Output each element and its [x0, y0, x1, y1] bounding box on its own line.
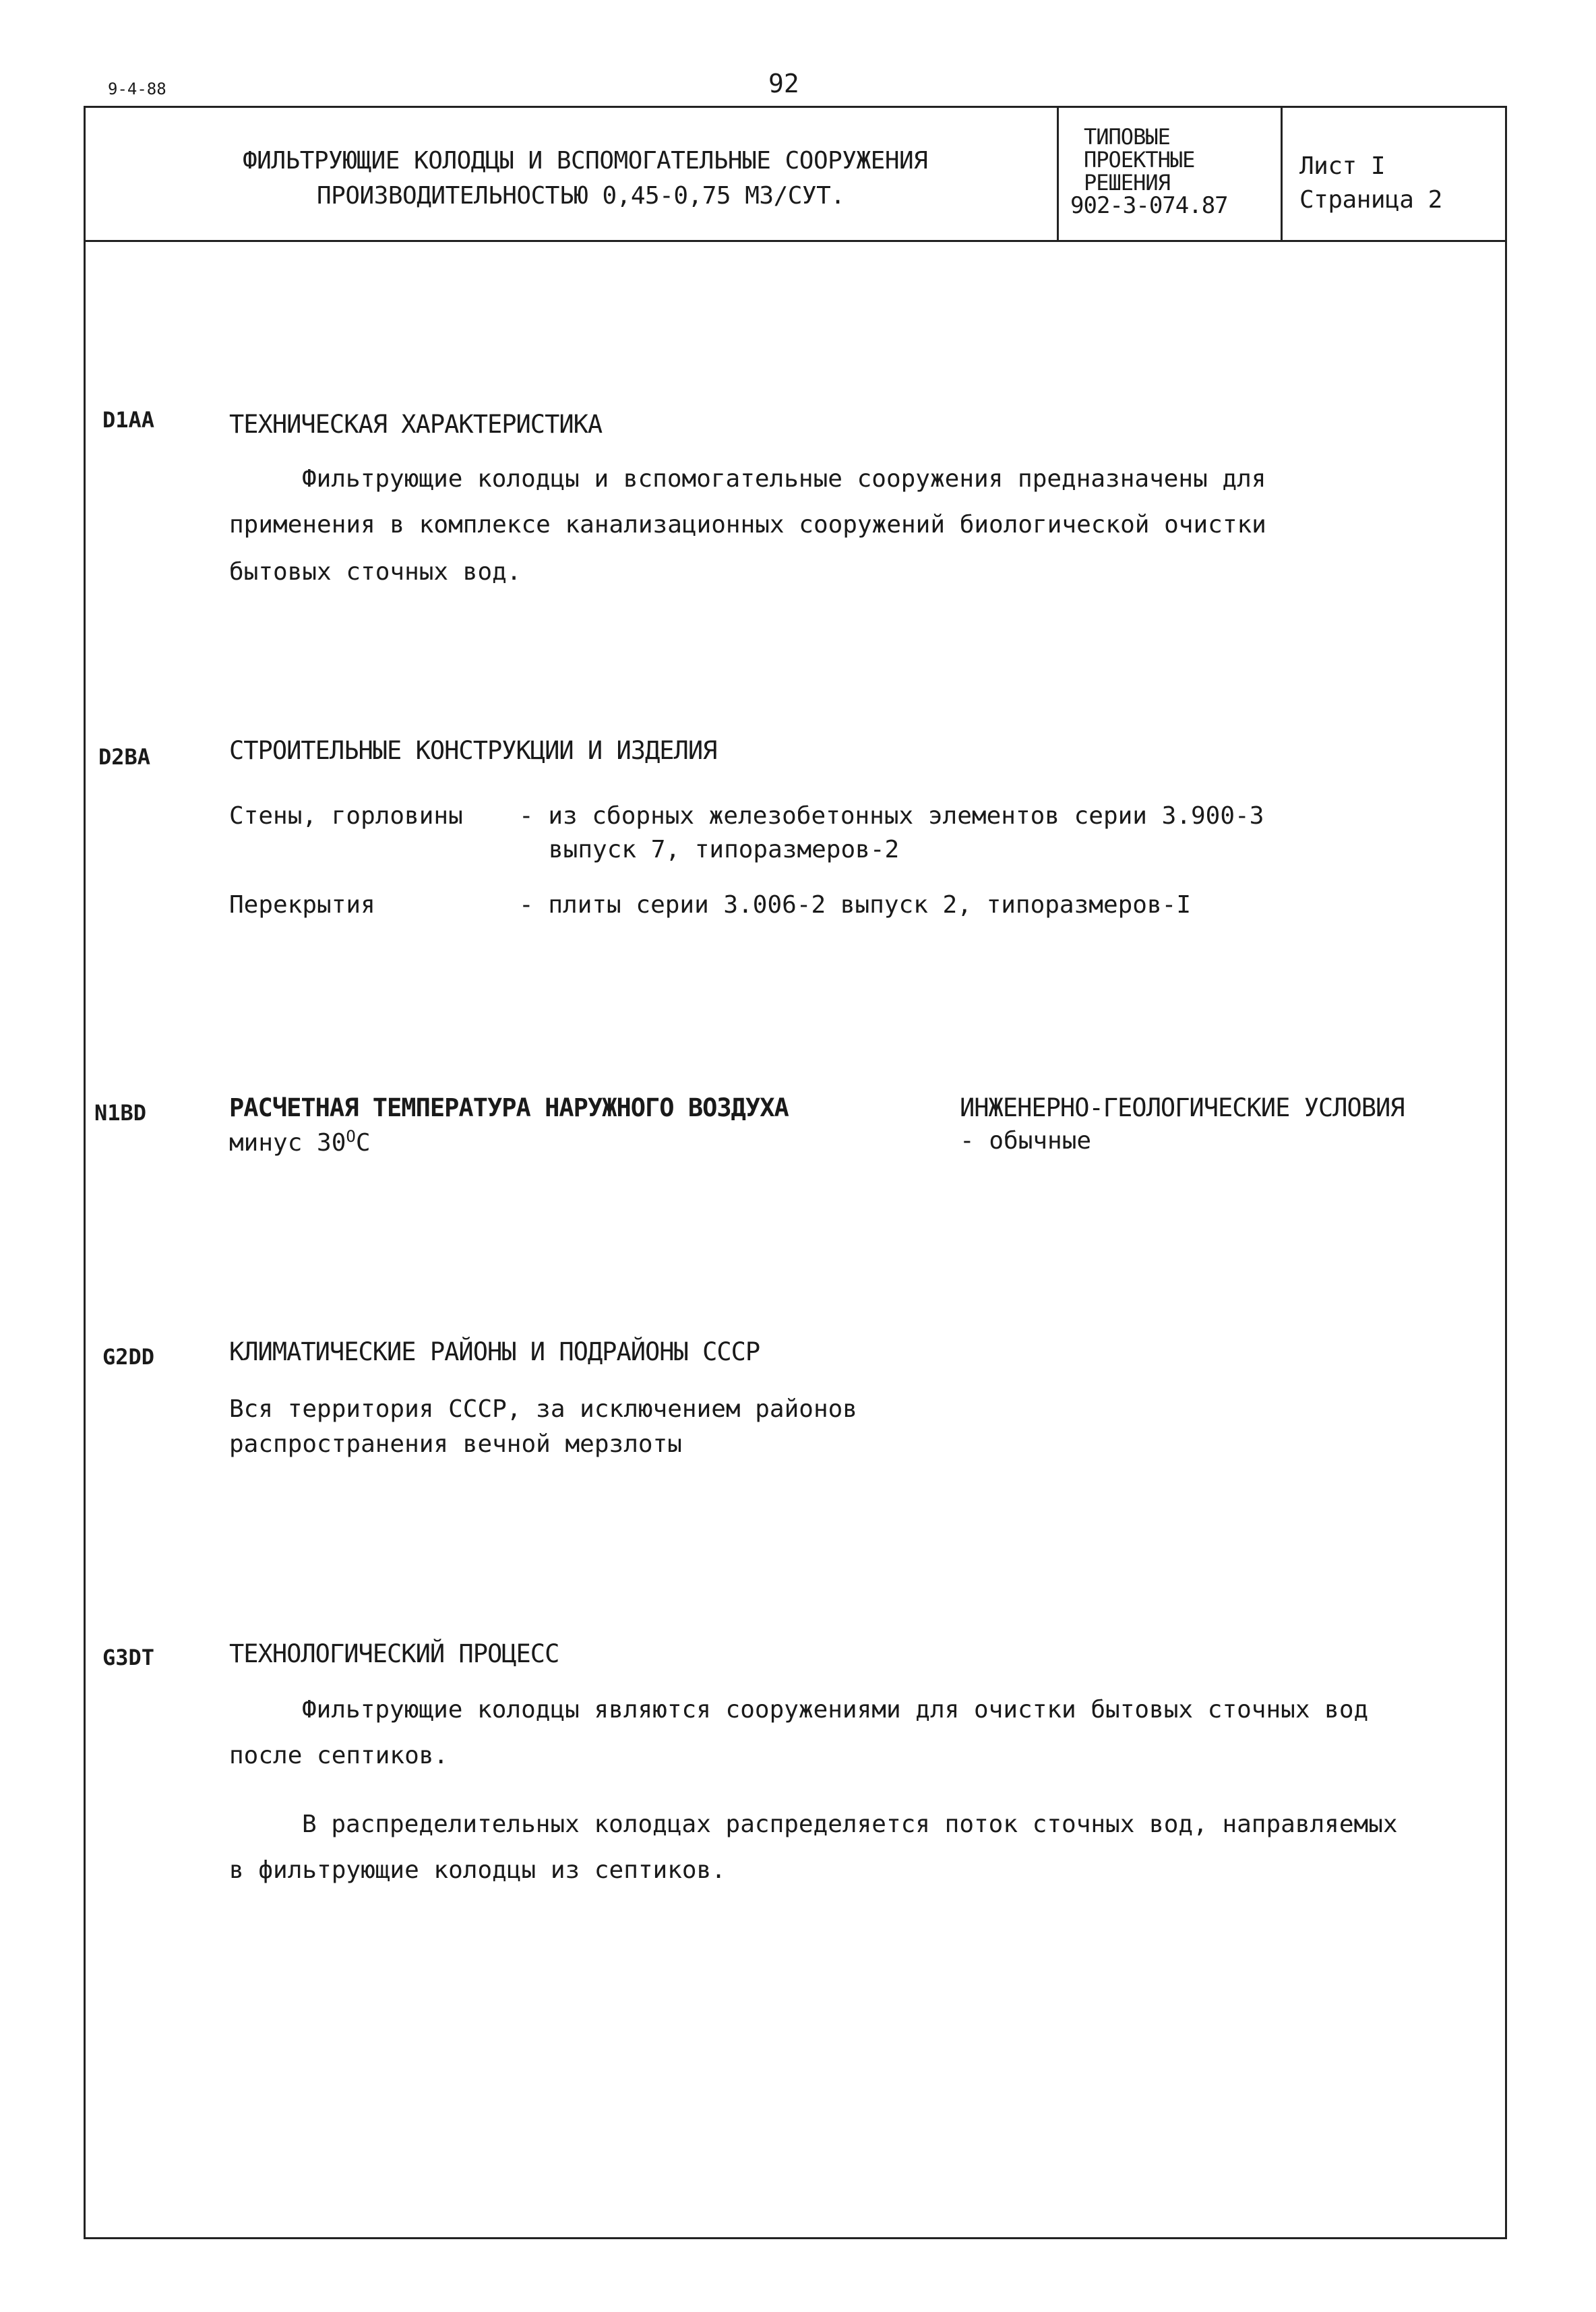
technical-text-line-3: бытовых сточных вод. — [229, 558, 522, 586]
page-label: Страница 2 — [1299, 186, 1442, 214]
section-code-g3dt: G3DT — [102, 1645, 155, 1670]
technical-text-line-1: Фильтрующие колодцы и вспомогательные сооружения предназначены для — [302, 465, 1266, 493]
temperature-unit: С — [355, 1129, 371, 1157]
header-separator-2 — [1281, 106, 1283, 241]
temperature-value — [229, 1127, 371, 1157]
sheet-number: Лист I — [1299, 152, 1386, 180]
section-heading-technical: ТЕХНИЧЕСКАЯ ХАРАКТЕРИСТИКА — [229, 410, 603, 439]
section-code-g2dd: G2DD — [102, 1344, 155, 1370]
header-separator-1 — [1057, 106, 1059, 241]
section-code-n1bd: N1BD — [94, 1100, 147, 1126]
section-heading-temperature: РАСЧЕТНАЯ ТЕМПЕРАТУРА НАРУЖНОГО ВОЗДУХА — [229, 1093, 789, 1122]
ceilings-label: Перекрытия — [229, 891, 375, 919]
process-text-line-3: В распределительных колодцах распределяется поток сточных вод, направляемых — [302, 1811, 1398, 1838]
section-code-d1aa: D1AA — [102, 407, 155, 433]
section-heading-construction: СТРОИТЕЛЬНЫЕ КОНСТРУКЦИИ И ИЗДЕЛИЯ — [229, 736, 717, 765]
section-heading-process: ТЕХНОЛОГИЧЕСКИЙ ПРОЦЕСС — [229, 1639, 559, 1668]
section-code-d2ba: D2BA — [98, 744, 151, 770]
degree-sign: О — [346, 1127, 356, 1146]
technical-text-line-2: применения в комплексе канализационных сооружений биологической очистки — [229, 511, 1266, 539]
climate-text-line-1: Вся территория СССР, за исключением районов — [229, 1395, 857, 1423]
page-number: 92 — [768, 69, 799, 98]
temperature-number: минус 30 — [229, 1129, 346, 1157]
walls-value-line-1: - из сборных железобетонных элементов серии 3.900-3 — [519, 802, 1264, 830]
header-divider — [84, 240, 1507, 242]
series-code: 902-3-074.87 — [1070, 192, 1228, 219]
series-label-line-1: ТИПОВЫЕ — [1084, 124, 1170, 150]
climate-text-line-2: распространения вечной мерзлоты — [229, 1430, 682, 1458]
series-label-line-2: ПРОЕКТНЫЕ — [1084, 147, 1195, 173]
geology-heading: ИНЖЕНЕРНО-ГЕОЛОГИЧЕСКИЕ УСЛОВИЯ — [960, 1093, 1405, 1122]
ceilings-value: - плиты серии 3.006-2 выпуск 2, типоразмеров-I — [519, 891, 1191, 919]
walls-label: Стены, горловины — [229, 802, 463, 830]
geology-value: - обычные — [960, 1127, 1092, 1155]
document-title-line-2: ПРОИЗВОДИТЕЛЬНОСТЬЮ 0,45-0,75 М3/СУТ. — [317, 182, 845, 210]
document-title-line-1: ФИЛЬТРУЮЩИЕ КОЛОДЦЫ И ВСПОМОГАТЕЛЬНЫЕ СООРУЖЕНИЯ — [243, 147, 928, 175]
process-text-line-2: после септиков. — [229, 1742, 449, 1769]
process-text-line-4: в фильтрующие колодцы из септиков. — [229, 1856, 726, 1884]
document-date: 9-4-88 — [108, 80, 166, 98]
process-text-line-1: Фильтрующие колодцы являются сооружениями для очистки бытовых сточных вод — [302, 1696, 1369, 1724]
walls-value-line-2: выпуск 7, типоразмеров-2 — [549, 836, 900, 863]
section-heading-climate: КЛИМАТИЧЕСКИЕ РАЙОНЫ И ПОДРАЙОНЫ СССР — [229, 1337, 760, 1366]
series-label-line-3: РЕШЕНИЯ — [1084, 170, 1170, 195]
